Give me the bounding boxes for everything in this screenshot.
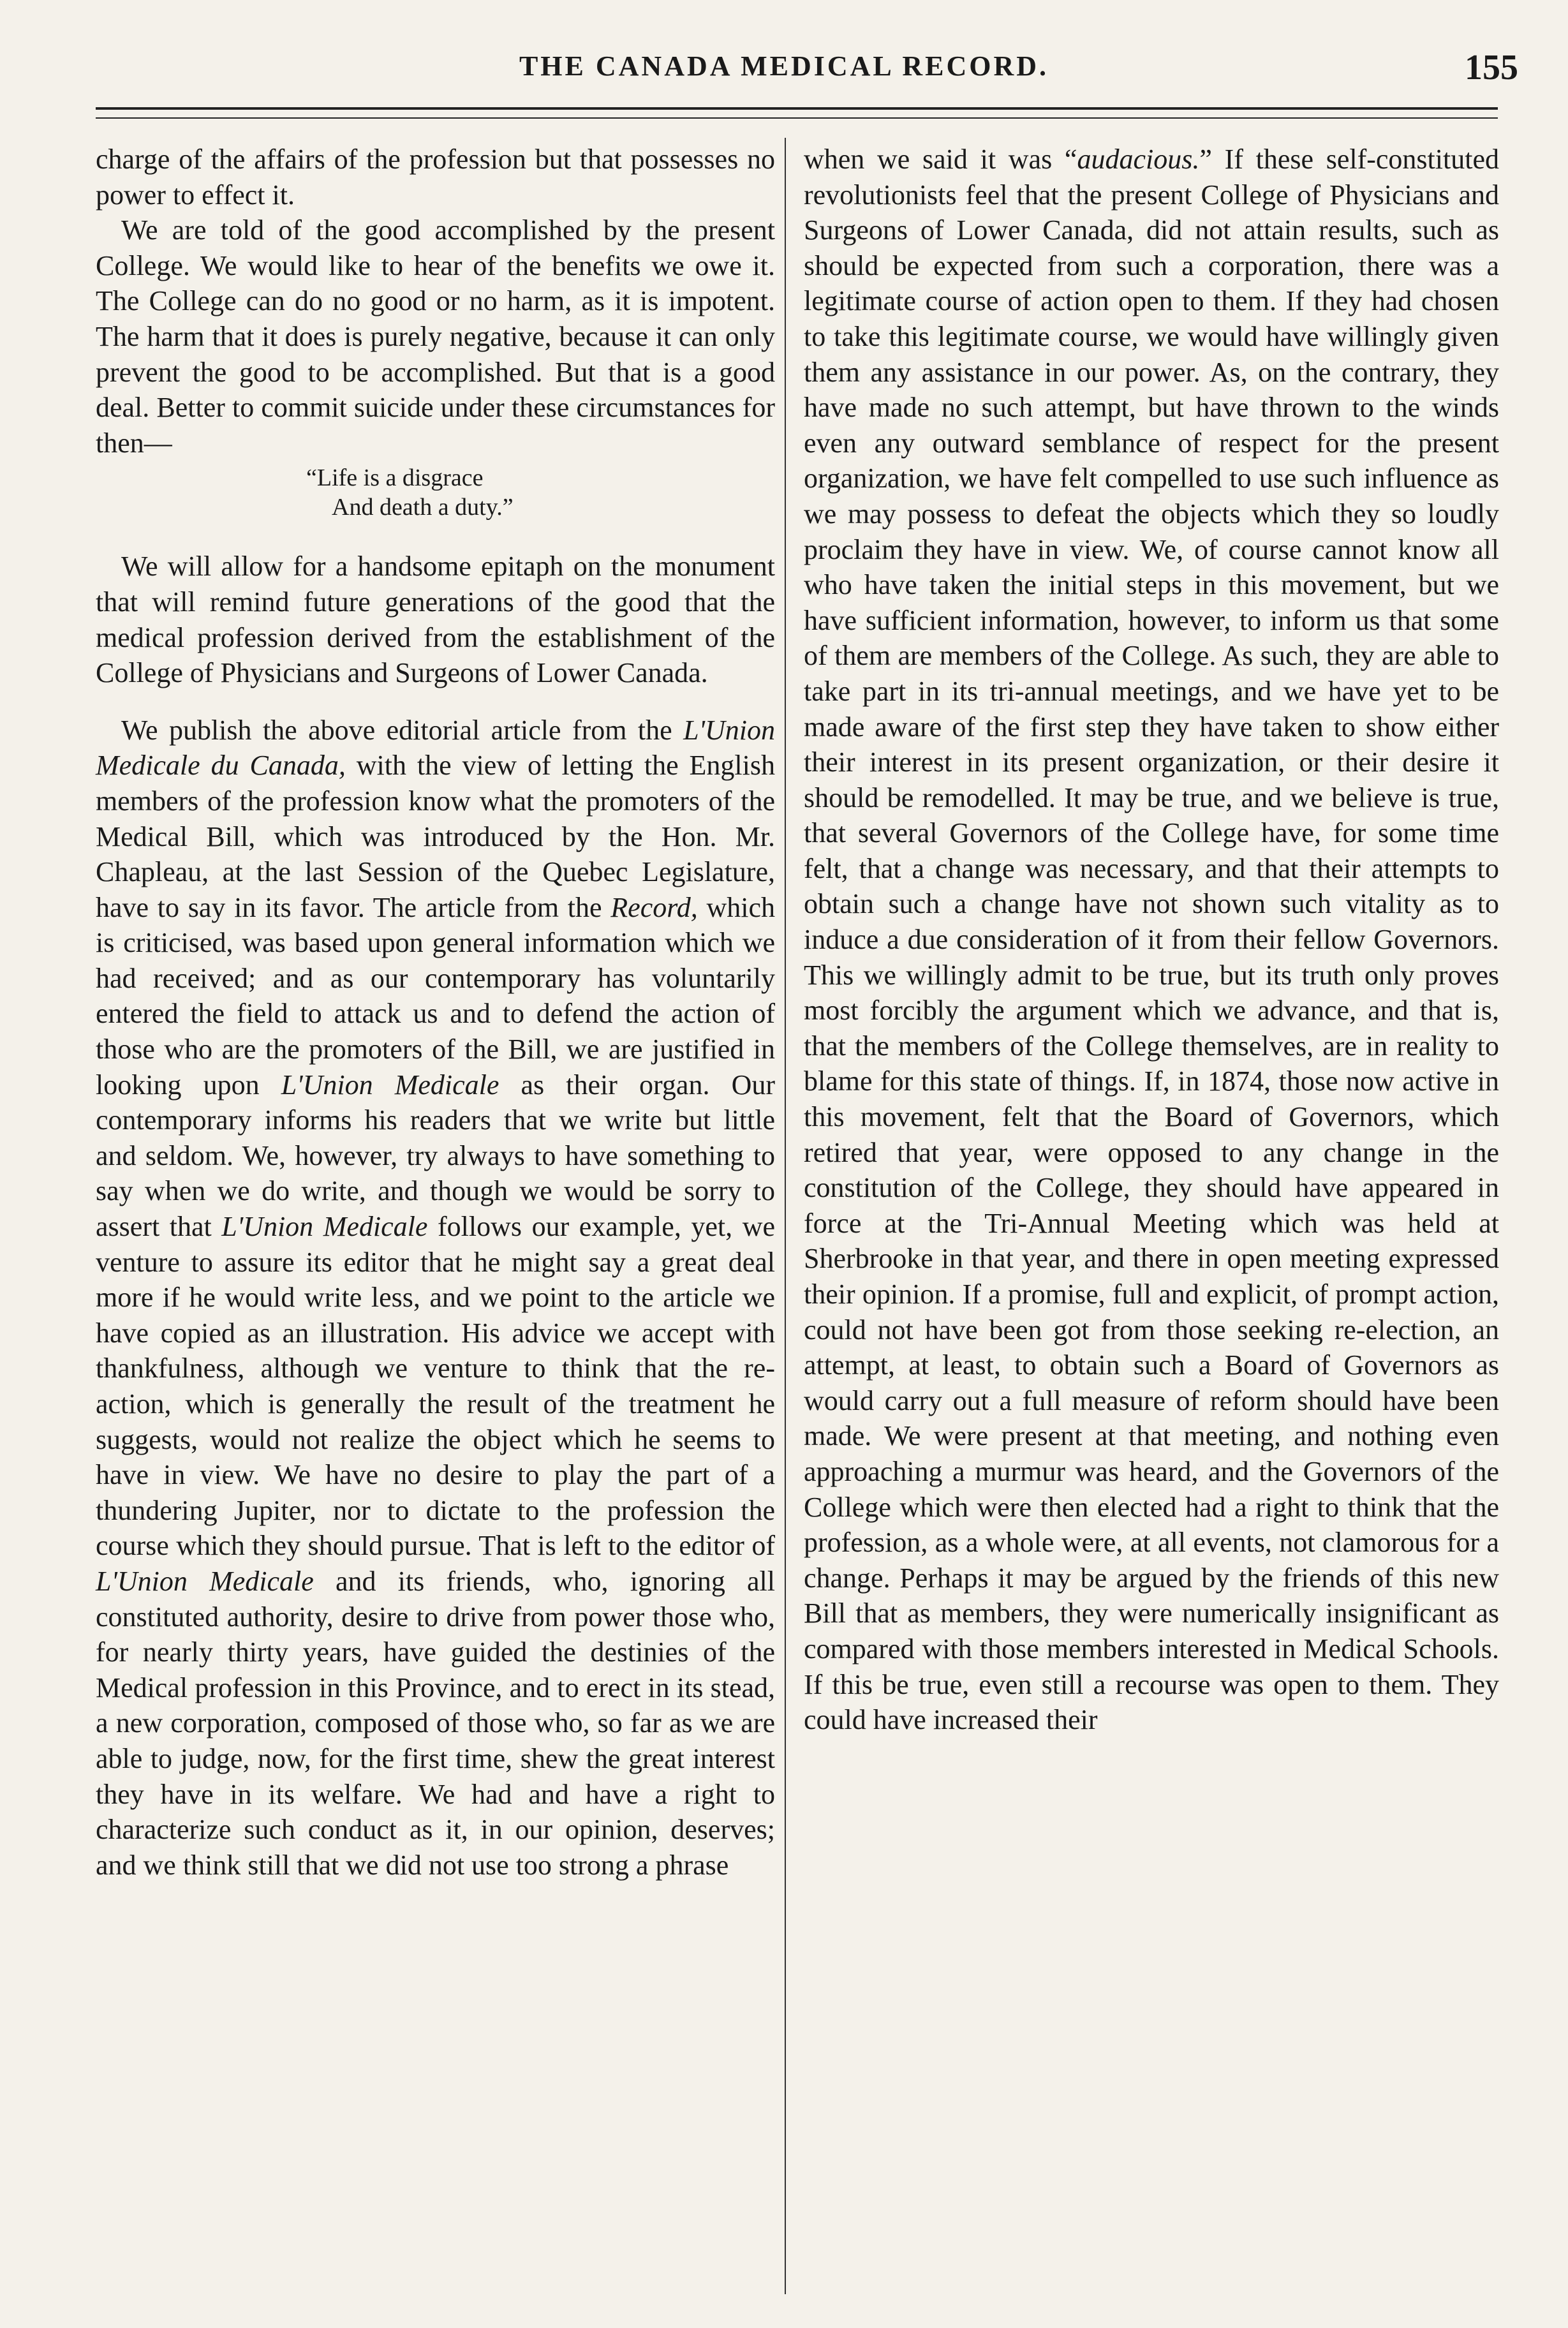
text-run: ” If these self-constituted revolutionists feel that the present College of Physicians and Surgeons of Lower Canada, did not attain results, such as should be expected from such a corporation, there was a legitimate course of action open to them. If they had chosen to take this legitimate course, we would have willingly given them any assistance in our power. As, on the contrary, they have made no such attempt, but have thrown to the winds even any outward semblance of respect for the present organization, we have felt compelled to use such influence as we may possess to defeat the objects which they so loudly proclaim they have in view. We, of course cannot know all who have taken the initial steps in this movement, but we have sufficient information, however, to inform us that some of them are members of the College. As such, they are able to take part in its tri-annual meetings, and we have yet to be made aware of the first step they have taken to show either their interest in its present organization, or their desire it should be remodelled. It may be true, and we believe is true, that several Governors of the College have, for some time felt, that a change was necessary, and that their attempts to obtain such a change have not shown such vitality as to induce a due consideration of it from their fellow Governors. This we willingly admit to be true, but its truth only proves most forcibly the argument which we advance, and that is, that the members of the College themselves, are in reality to blame for this state of things. If, in 1874, those now active in this movement, felt that the Board of Governors, which retired that year, were opposed to any change in the constitution of the College, they should have appeared in force at the Tri-Annual Meeting which was held at Sherbrooke in that year, and there in open meeting expressed their opinion. If a promise, full and explicit, of prompt action, could not have been got from those seeking re-election, an attempt, at least, to obtain such a Board of Governors as would carry out a full measure of reform should have been made. We were present at that meeting, and nothing even approaching a murmur was heard, and the Governors of the College which were then elected had a right to think that the profession, as a whole were, at all events, not clamorous for a change. Perhaps it may be argued by the friends of this new Bill that as members, they were numerically insignificant as compared with those members interested in Medical Schools. If this be true, even still a recourse was open to them. They could have increased their [804,144,1499,1736]
header-rule-thick [96,107,1498,110]
paragraph [96,713,775,1883]
paragraph: We are told of the good accomplished by the present College. We would like to hear of the benefits we owe it. The College can do no good or no harm, as it is impotent. The harm that it does is purely negative, because it can only prevent the good to be accomplished. But that is a good deal. Better to commit suicide under these circumstances for then— [96,214,775,459]
right-column [804,142,1499,1738]
text-run: and its friends, who, ignoring all constituted authority, desire to drive from power those who, for nearly thirty years, have guided the destinies of the Medical profession in this Province, and to erect in its stead, a new corporation, composed of those who, so far as we are able to judge, now, for the first time, shew the great interest they have in its welfare. We had and have a right to characterize such conduct as it, in our opinion, deserves; and we think still that we did not use too strong a phrase [96,1565,776,1881]
journal-title: L'Union Medicale du Canada, [96,714,775,782]
verse-quote [96,463,775,522]
verse-line: And death a duty.” [332,494,514,521]
verse-line: “Life is a disgrace [306,464,484,492]
text-run: We publish the above editorial article from the [121,714,684,746]
text-run: when we said it was “ [804,144,1077,175]
journal-title: L'Union Medicale [96,1565,314,1597]
running-head [0,50,1568,101]
page-number: 155 [1465,48,1518,87]
text-run: follows our example, yet, we venture to assure its editor that he might say a great deal more if he would write less, and we point to the article we have copied as an illustration. His advice we accept with thankfulness, although we venture to think that the re-action, which is generally the result of the treatment he suggests, would not realize the object which he seems to have in view. We have no desire to play the part of a thundering Jupiter, nor to dictate to the profession the course which they should pursue. That is left to the editor of [96,1211,775,1562]
paragraph: We will allow for a handsome epitaph on the monument that will remind future generations of the good that the medical profession derived from the establishment of the College of Physicians and Surgeons of Lower Canada. [96,551,775,689]
text-run: with the view of letting the English members of the profession know what the promoters of the Medical Bill, which was introduced by the Hon. Mr. Chapleau, at the last Session of the Quebec Legislature, have to say in its favor. The article from the [96,750,775,923]
paragraph: charge of the affairs of the profession but that possesses no power to effect it. [96,144,775,211]
paragraph [804,142,1499,1738]
column-divider [785,138,786,2294]
journal-title: L'Union Medicale [221,1211,428,1243]
text-run: as their organ. Our contemporary informs his readers that we write but little and seldom. We, however, try always to have something to say when we do write, and though we would be sorry to assert that [96,1069,775,1243]
running-title: THE CANADA MEDICAL RECORD. [519,50,1049,82]
text-run: which is criticised, was based upon general information which we had received; and as our contemporary has voluntarily entered the field to attack us and to defend the action of those who are the promoters of the Bill, we are justified in looking upon [96,891,775,1101]
journal-title: L'Union Medicale [281,1069,499,1101]
left-column [96,142,775,1883]
header-rule-thin [96,117,1498,119]
journal-title: Record, [610,891,698,923]
emphasis: audacious. [1077,144,1200,175]
paragraph-gap [96,691,775,713]
